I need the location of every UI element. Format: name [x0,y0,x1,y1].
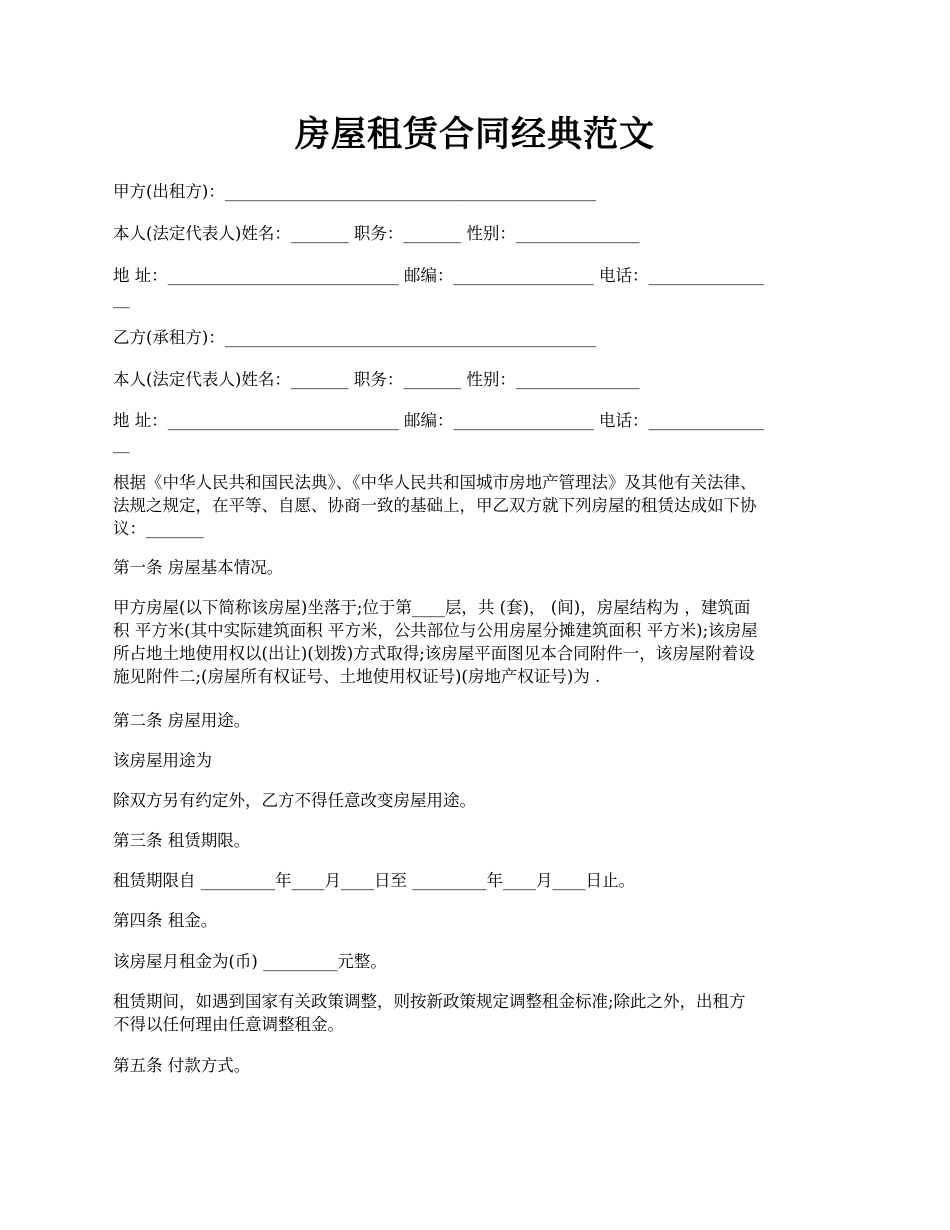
article-1-line: 积 平方米(其中实际建筑面积 平方米，公共部位与公用房屋分摊建筑面积 平方米);该房屋 [113,621,758,640]
article-2-restriction: 除双方另有约定外，乙方不得任意改变房屋用途。 [113,791,476,810]
preamble-line: 法规之规定，在平等、自愿、协商一致的基础上，甲乙双方就下列房屋的租赁达成如下协 [113,496,757,515]
party-a-representative: 本人(法定代表人)姓名：_______ 职务：_______ 性别：_______________ [113,224,640,243]
article-1-line: 所占地土地使用权以(出让)(划拨)方式取得;该房屋平面图见本合同附件一，该房屋附着设 [113,644,755,663]
article-2-usage: 该房屋用途为 [113,751,212,770]
preamble-paragraph [113,471,843,540]
article-5-heading: 第五条 付款方式。 [113,1056,251,1075]
article-4-line: 不得以任何理由任意调整租金。 [113,1015,344,1034]
party-b-representative: 本人(法定代表人)姓名：_______ 职务：_______ 性别：_______________ [113,370,640,389]
preamble-line: 议：_______ [113,519,204,538]
party-a-address: 地 址：____________________________ 邮编：_________________ 电话：______________ [113,266,764,285]
article-1-heading: 第一条 房屋基本情况。 [113,558,284,577]
party-a-label: 甲方(出租方)：_____________________________________________ [113,182,597,201]
article-4-line: 租赁期间，如遇到国家有关政策调整，则按新政策规定调整租金标准;除此之外，出租方 [113,992,746,1011]
article-1-line: 施见附件二;(房屋所有权证号、土地使用权证号)(房地产权证号)为 . [113,667,601,686]
article-3-heading: 第三条 租赁期限。 [113,831,251,850]
article-1-line: 甲方房屋(以下简称该房屋)坐落于;位于第____层，共 (套)， (间)，房屋结构为 ，建筑面 [113,598,751,617]
party-b-address-continued: __ [113,434,130,453]
article-1-body [113,596,843,688]
article-2-heading: 第二条 房屋用途。 [113,711,251,730]
document-title: 房屋租赁合同经典范文 [294,114,655,155]
party-b-address: 地 址：____________________________ 邮编：_________________ 电话：______________ [113,411,764,430]
article-3-term: 租赁期限自 _________年____月____日至 _________年____月____日止。 [113,871,635,890]
article-4-body [113,990,843,1036]
party-a-address-continued: __ [113,289,130,308]
article-4-monthly-rent: 该房屋月租金为(币) _________元整。 [113,952,387,971]
party-b-label: 乙方(承租方)：_____________________________________________ [113,328,597,347]
article-4-heading: 第四条 租金。 [113,911,218,930]
preamble-line: 根据《中华人民共和国民法典》、《中华人民共和国城市房地产管理法》及其他有关法律、 [113,473,757,492]
